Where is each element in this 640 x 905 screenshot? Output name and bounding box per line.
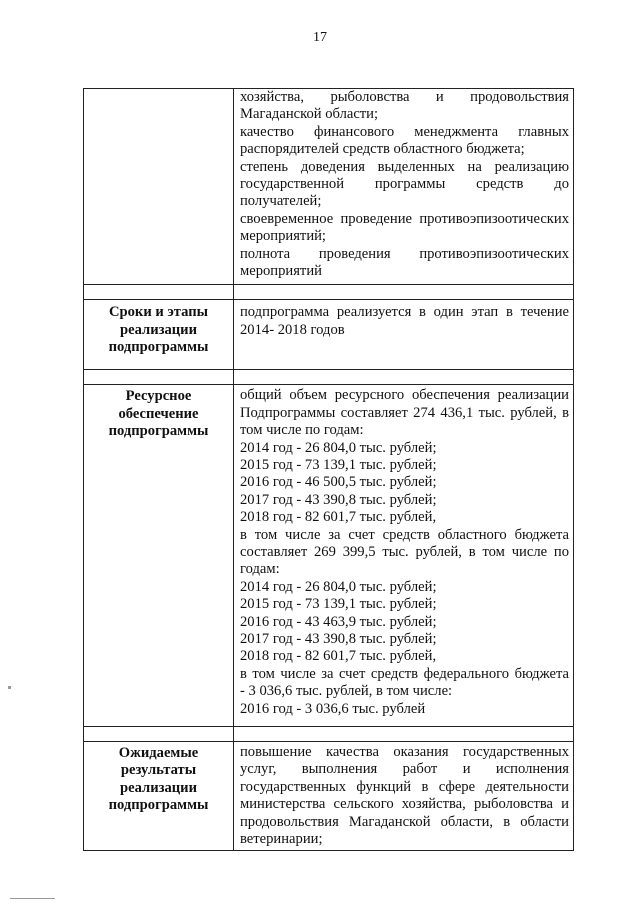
text-line: мероприятий; [240, 228, 326, 245]
text-line: общий объем ресурсного обеспечения реализации [240, 387, 569, 404]
label-line: Ресурсное [125, 388, 192, 405]
label-line: подпрограммы [108, 797, 209, 814]
text-line: министерства сельского хозяйства, рыболовства и [240, 796, 569, 813]
text-line: том числе по годам: [240, 422, 364, 439]
results-label [84, 742, 234, 851]
text-line: 2016 год - 46 500,5 тыс. рублей; [240, 474, 437, 491]
text-line: полнота проведения противоэпизоотических [240, 245, 569, 262]
table-row [84, 742, 574, 851]
text-line: качество финансового менеджмента главных [240, 123, 569, 140]
text-line: распорядителей средств областного бюджета; [240, 141, 525, 158]
text-line: 2018 год - 82 601,7 тыс. рублей, [240, 648, 437, 665]
text-line: 2015 год - 73 139,1 тыс. рублей; [240, 456, 437, 473]
text-line: государственной программы средств до [240, 176, 569, 193]
label-line: подпрограммы [108, 423, 209, 440]
empty-label-cell [84, 89, 234, 285]
table-row [84, 89, 574, 285]
text-line: услуг, выполнения работ и исполнения [240, 761, 569, 778]
text-line: 2018 год - 82 601,7 тыс. рублей, [240, 509, 437, 526]
text-line: 2014 год - 26 804,0 тыс. рублей; [240, 439, 437, 456]
row-spacer [84, 727, 574, 742]
page-number: 17 [313, 30, 327, 45]
text-line: получателей; [240, 193, 322, 210]
text-line: в том числе за счет средств федерального бюджета [240, 665, 569, 682]
terms-label [84, 300, 234, 370]
terms-value [234, 300, 574, 370]
table-row [84, 300, 574, 370]
label-line: обеспечение [118, 405, 199, 422]
text-line: своевременное проведение противоэпизоотических [240, 210, 569, 227]
text-line: - 3 036,6 тыс. рублей, в том числе: [240, 683, 453, 700]
text-line: 2014 год - 26 804,0 тыс. рублей; [240, 578, 437, 595]
text-line: составляет 269 399,5 тыс. рублей, в том числе по [240, 543, 569, 560]
table-row [84, 385, 574, 727]
text-line: повышение качества оказания государственных [240, 744, 569, 760]
label-line: Ожидаемые [118, 745, 199, 761]
subprogram-passport-table [83, 88, 574, 851]
resources-value [234, 385, 574, 727]
text-line: 2017 год - 43 390,8 тыс. рублей; [240, 630, 437, 647]
text-line: Магаданской области; [240, 106, 379, 123]
text-line: Подпрограммы составляет 274 436,1 тыс. рублей, в [240, 404, 569, 421]
label-line: результаты [120, 762, 197, 779]
text-line: подпрограмма реализуется в один этап в течение [240, 304, 569, 321]
row-spacer [84, 370, 574, 385]
label-line: реализации [119, 779, 197, 796]
text-line: государственных функций в сфере деятельности [240, 778, 569, 795]
text-line: ветеринарии; [240, 831, 323, 848]
text-line: хозяйства, рыболовства и продовольствия [240, 89, 569, 105]
text-line: степень доведения выделенных на реализацию [240, 158, 569, 175]
label-line: подпрограммы [108, 339, 209, 356]
label-line: Сроки и этапы [108, 304, 209, 321]
scan-artifact [8, 686, 11, 689]
text-line: годам: [240, 561, 280, 578]
text-line: 2016 год - 3 036,6 тыс. рублей [240, 700, 426, 717]
label-line: реализации [119, 321, 197, 338]
resources-label [84, 385, 234, 727]
text-line: в том числе за счет средств областного бюджета [240, 526, 569, 543]
text-line: продовольствия Магаданской области, в области [240, 813, 569, 830]
text-line: 2016 год - 43 463,9 тыс. рублей; [240, 613, 437, 630]
results-value [234, 742, 574, 851]
text-line: 2014- 2018 годов [240, 321, 345, 338]
footer-rule [10, 898, 55, 899]
row-spacer [84, 285, 574, 300]
indicators-continuation-cell [234, 89, 574, 285]
text-line: мероприятий [240, 263, 322, 280]
text-line: 2015 год - 73 139,1 тыс. рублей; [240, 596, 437, 613]
text-line: 2017 год - 43 390,8 тыс. рублей; [240, 491, 437, 508]
